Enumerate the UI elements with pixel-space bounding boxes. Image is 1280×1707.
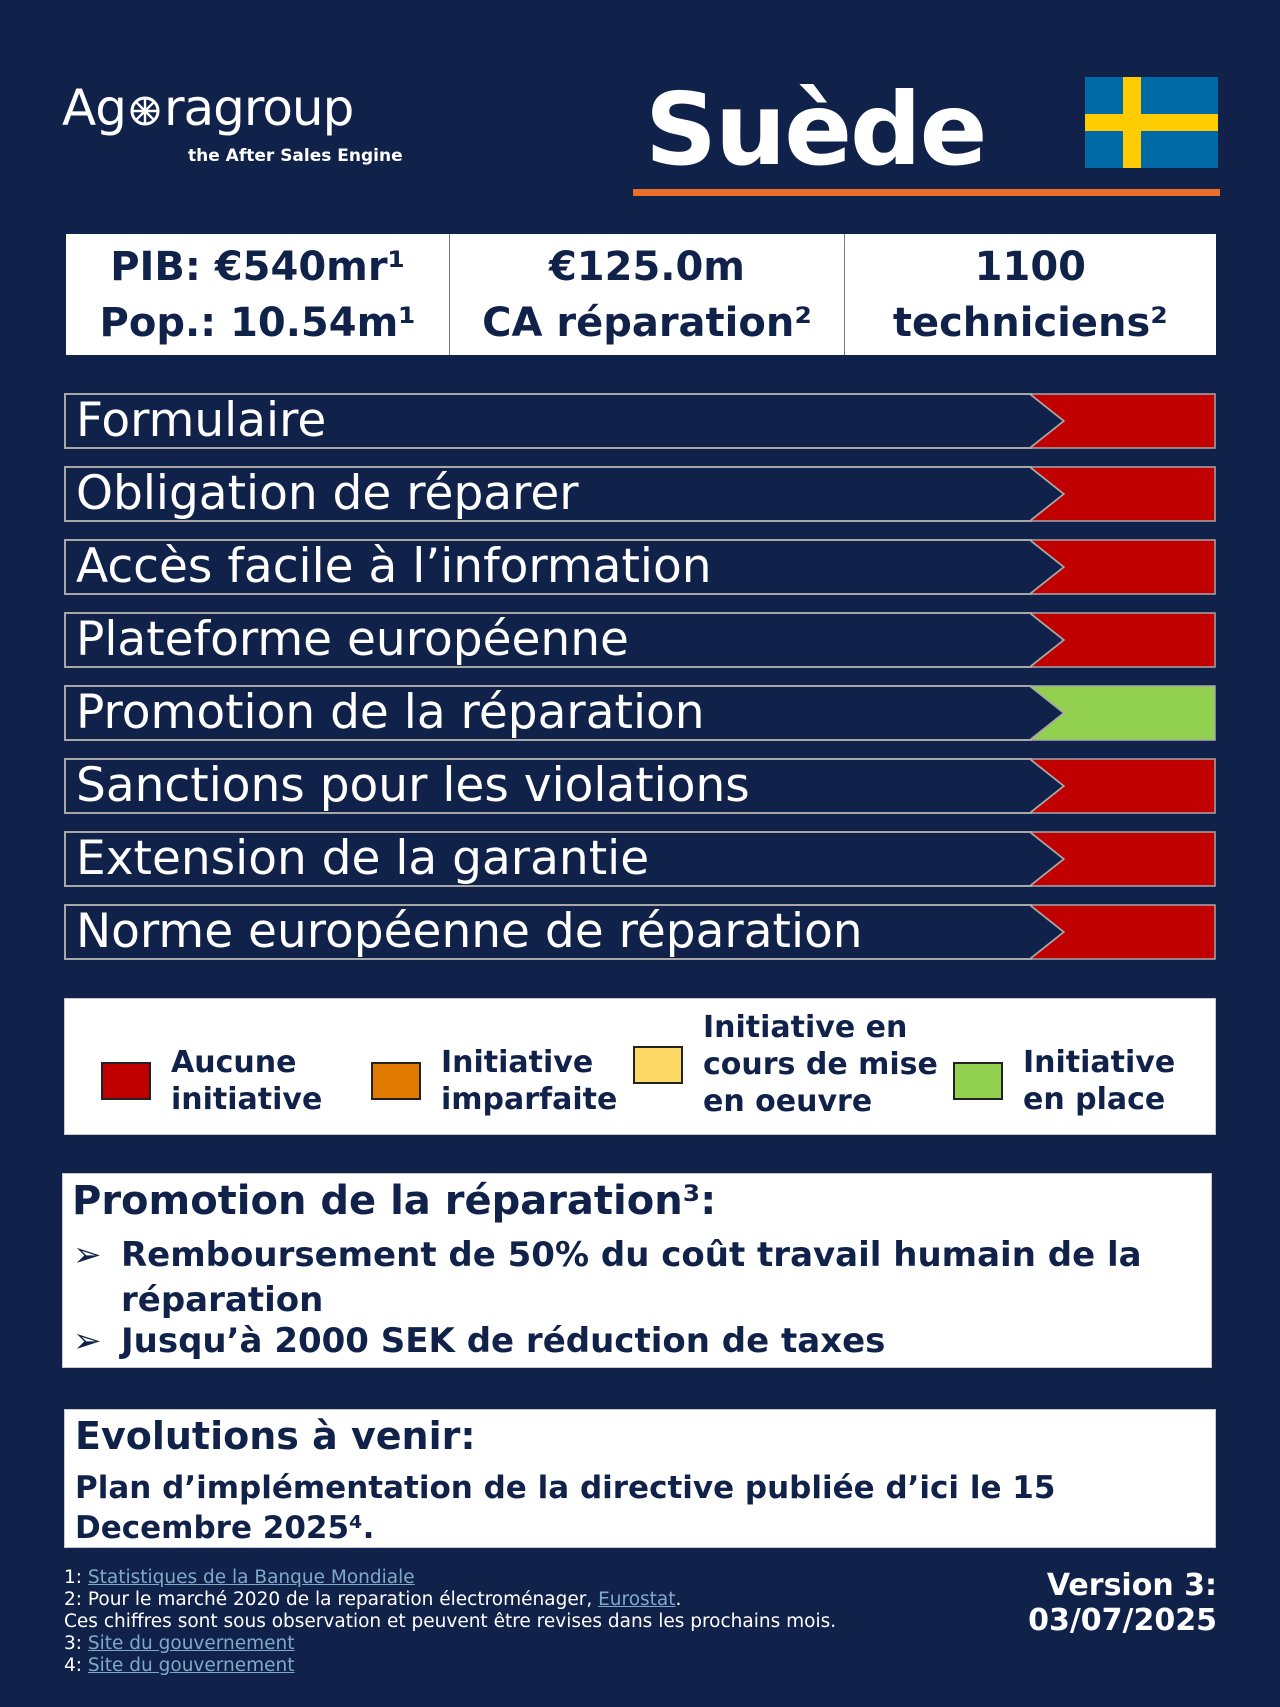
key-figures-box	[64, 232, 1218, 357]
measures-list	[64, 393, 1216, 977]
page-title: Suède	[645, 71, 986, 188]
legend-swatch	[633, 1046, 683, 1084]
logo-brand-prefix: Ag	[62, 79, 126, 137]
footnote-1	[64, 1567, 884, 1589]
legend-swatch	[953, 1062, 1003, 1100]
measure-row	[64, 685, 1216, 741]
measure-row	[64, 758, 1216, 814]
stat-line: techniciens²	[892, 299, 1168, 346]
legend-label	[703, 1009, 938, 1120]
measure-row	[64, 539, 1216, 595]
footnote-prefix: 3:	[64, 1633, 88, 1654]
bullet-line: Remboursement de 50% du coût travail humain de la	[121, 1235, 1142, 1275]
legend-line: Initiative	[1023, 1045, 1176, 1080]
footnote-link-eurostat[interactable]: Eurostat	[598, 1589, 676, 1610]
arrow-bullet-icon: ➢	[73, 1235, 102, 1275]
measure-label: Norme européenne de réparation	[76, 904, 863, 959]
evolutions-box	[64, 1409, 1216, 1548]
stat-repair-revenue	[450, 234, 844, 355]
stat-line: 1100	[974, 243, 1086, 290]
sweden-flag-icon	[1085, 77, 1218, 168]
legend-line: cours de mise	[703, 1047, 938, 1082]
measure-row	[64, 904, 1216, 960]
footnote-3	[64, 1633, 884, 1655]
footnote-prefix: 2: Pour le marché 2020 de la reparation électroménager,	[64, 1589, 599, 1610]
logo-tagline: the After Sales Engine	[188, 146, 403, 166]
arrow-bullet-icon: ➢	[73, 1321, 102, 1361]
logo-brand-text	[62, 80, 402, 136]
measure-label: Extension de la garantie	[76, 831, 650, 886]
footnote-link-government[interactable]: Site du gouvernement	[87, 1655, 295, 1676]
legend-line: initiative	[171, 1082, 323, 1117]
legend-line: Aucune	[171, 1045, 297, 1080]
measure-label: Accès facile à l’information	[76, 539, 712, 594]
evolutions-text: Plan d’implémentation de la directive publiée d’ici le 15 Decembre 2025⁴.	[75, 1470, 1056, 1546]
footnote-4	[64, 1655, 884, 1677]
legend-line: Initiative en	[703, 1010, 908, 1045]
stat-technicians	[845, 234, 1216, 355]
legend	[64, 998, 1216, 1135]
bullet-line: réparation	[121, 1280, 324, 1320]
legend-swatch	[101, 1062, 151, 1100]
title-underline	[633, 189, 1220, 196]
legend-line: en place	[1023, 1082, 1166, 1117]
promotion-bullet	[71, 1319, 1201, 1364]
stat-line: CA réparation²	[482, 299, 812, 346]
footnote-2	[64, 1589, 884, 1611]
logo-brand-suffix: ragroup	[163, 79, 354, 137]
bullet-line: Jusqu’à 2000 SEK de réduction de taxes	[121, 1321, 886, 1361]
measure-row	[64, 466, 1216, 522]
footnote-suffix: .	[675, 1589, 682, 1610]
footnotes	[64, 1567, 884, 1677]
measure-label: Promotion de la réparation	[76, 685, 705, 740]
legend-line: imparfaite	[441, 1082, 618, 1117]
version-label: Version 3: 03/07/2025	[1028, 1568, 1217, 1638]
legend-label	[1023, 1044, 1175, 1118]
legend-line: Initiative	[441, 1045, 594, 1080]
legend-label	[441, 1044, 617, 1118]
measure-label: Formulaire	[76, 393, 327, 448]
legend-item-en-place	[953, 1044, 1175, 1118]
stat-line: Pop.: 10.54m¹	[99, 299, 416, 346]
legend-swatch	[371, 1062, 421, 1100]
agoragroup-logo	[62, 80, 402, 180]
measure-row	[64, 612, 1216, 668]
promotion-bullet	[71, 1233, 1201, 1323]
measure-row	[64, 393, 1216, 449]
measure-label: Sanctions pour les violations	[76, 758, 750, 813]
legend-item-en-cours	[633, 1009, 938, 1120]
evolutions-title: Evolutions à venir:	[75, 1414, 476, 1458]
stat-line: PIB: €540mr¹	[110, 243, 406, 290]
legend-item-aucune	[101, 1044, 322, 1118]
footnote-link-government[interactable]: Site du gouvernement	[87, 1633, 295, 1654]
footnote-link-world-bank[interactable]: Statistiques de la Banque Mondiale	[87, 1567, 415, 1588]
legend-label	[171, 1044, 322, 1118]
footnote-prefix: 1:	[64, 1567, 88, 1588]
measure-row	[64, 831, 1216, 887]
stat-gdp-population	[66, 234, 450, 355]
promotion-box	[62, 1173, 1212, 1368]
footnote-prefix: 4:	[64, 1655, 88, 1676]
measure-label: Plateforme européenne	[76, 612, 629, 667]
promotion-title: Promotion de la réparation³:	[72, 1178, 717, 1224]
legend-item-imparfaite	[371, 1044, 617, 1118]
wheel-icon	[128, 94, 162, 128]
stat-line: €125.0m	[548, 243, 745, 290]
measure-label: Obligation de réparer	[76, 466, 579, 521]
footnote-2-extra: Ces chiffres sont sous observation et peuvent être revises dans les prochains mois.	[64, 1611, 837, 1632]
legend-line: en oeuvre	[703, 1084, 873, 1119]
